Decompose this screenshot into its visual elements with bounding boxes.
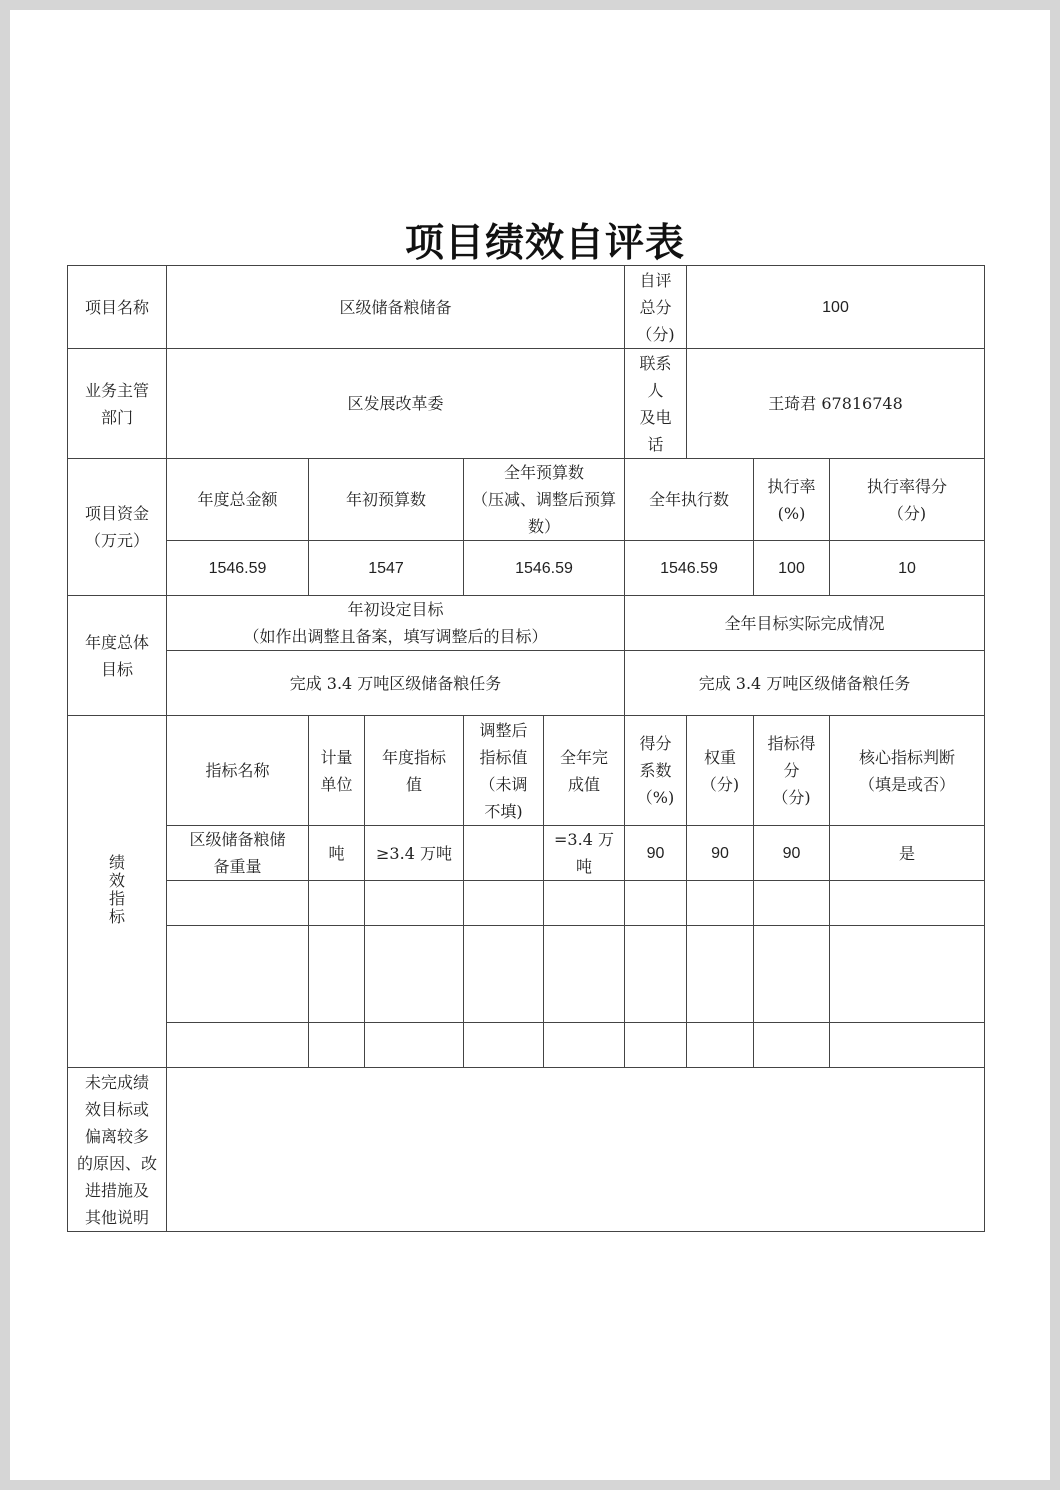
empty-cell (167, 1023, 309, 1068)
indicator-completed: =3.4 万 吨 (544, 826, 625, 881)
empty-cell (464, 881, 544, 926)
indicators-label: 绩效指标 (108, 852, 125, 926)
goals-header-row (68, 596, 985, 651)
indicator-coefficient: 90 (625, 826, 687, 881)
empty-cell (365, 881, 464, 926)
project-name-label: 项目名称 (68, 266, 167, 349)
indicator-header-unit: 计量 单位 (309, 716, 365, 826)
page-title: 项目绩效自评表 (404, 221, 685, 266)
table-row (68, 1023, 985, 1068)
notes-label: 未完成绩 效目标或 偏离较多 的原因、改 进措施及 其他说明 (68, 1068, 167, 1232)
funds-value-row (68, 541, 985, 596)
indicator-unit: 吨 (309, 826, 365, 881)
funds-header-rate-score: 执行率得分 （分) (830, 459, 985, 541)
table-row (68, 881, 985, 926)
empty-cell (544, 1023, 625, 1068)
empty-cell (687, 926, 754, 1023)
empty-cell (544, 881, 625, 926)
self-score-value: 100 (687, 266, 985, 349)
empty-cell (625, 926, 687, 1023)
empty-cell (830, 1023, 985, 1068)
funds-value-full-year-budget: 1546.59 (464, 541, 625, 596)
goals-set-header: 年初设定目标 （如作出调整且备案，填写调整后的目标） (167, 596, 625, 651)
empty-cell (365, 1023, 464, 1068)
empty-cell (754, 1023, 830, 1068)
empty-cell (464, 926, 544, 1023)
indicator-header-name: 指标名称 (167, 716, 309, 826)
funds-header-annual-total: 年度总金额 (167, 459, 309, 541)
empty-cell (687, 881, 754, 926)
empty-cell (464, 1023, 544, 1068)
goals-actual-header: 全年目标实际完成情况 (625, 596, 985, 651)
empty-cell (167, 926, 309, 1023)
funds-header-execution-rate: 执行率 (%) (754, 459, 830, 541)
empty-cell (625, 881, 687, 926)
indicator-header-core: 核心指标判断 （填是或否） (830, 716, 985, 826)
indicator-header-adjusted-target: 调整后 指标值 （未调 不填) (464, 716, 544, 826)
indicator-adjusted-target (464, 826, 544, 881)
indicator-header-weight: 权重 （分) (687, 716, 754, 826)
department-label: 业务主管 部门 (68, 349, 167, 459)
table-row (68, 826, 985, 881)
funds-header-executed: 全年执行数 (625, 459, 754, 541)
notes-row (68, 1068, 985, 1232)
goals-set-value: 完成 3.4 万吨区级储备粮任务 (167, 651, 625, 716)
contact-value: 王琦君 67816748 (687, 349, 985, 459)
empty-cell (687, 1023, 754, 1068)
indicators-header-row (68, 716, 985, 826)
indicator-header-coefficient: 得分 系数 （%) (625, 716, 687, 826)
funds-label: 项目资金 （万元） (68, 459, 167, 596)
indicator-annual-target: ≥3.4 万吨 (365, 826, 464, 881)
funds-value-rate-score: 10 (830, 541, 985, 596)
funds-value-execution-rate: 100 (754, 541, 830, 596)
indicator-name: 区级储备粮储 备重量 (167, 826, 309, 881)
empty-cell (309, 1023, 365, 1068)
empty-cell (754, 881, 830, 926)
empty-cell (625, 1023, 687, 1068)
indicator-header-annual-target: 年度指标 值 (365, 716, 464, 826)
funds-header-initial-budget: 年初预算数 (309, 459, 464, 541)
funds-value-executed: 1546.59 (625, 541, 754, 596)
empty-cell (167, 881, 309, 926)
empty-cell (365, 926, 464, 1023)
department-row (68, 349, 985, 459)
project-row (68, 266, 985, 349)
empty-cell (830, 881, 985, 926)
funds-value-initial-budget: 1547 (309, 541, 464, 596)
goals-value-row (68, 651, 985, 716)
indicator-weight: 90 (687, 826, 754, 881)
empty-cell (754, 926, 830, 1023)
indicator-header-completed: 全年完 成值 (544, 716, 625, 826)
empty-cell (830, 926, 985, 1023)
self-score-label: 自评 总分 （分) (625, 266, 687, 349)
indicator-score: 90 (754, 826, 830, 881)
funds-value-annual-total: 1546.59 (167, 541, 309, 596)
goals-actual-value: 完成 3.4 万吨区级储备粮任务 (625, 651, 985, 716)
evaluation-form-table (67, 265, 985, 1232)
empty-cell (309, 881, 365, 926)
funds-header-row (68, 459, 985, 541)
notes-value (167, 1068, 985, 1232)
indicator-core: 是 (830, 826, 985, 881)
empty-cell (544, 926, 625, 1023)
contact-label: 联系 人 及电 话 (625, 349, 687, 459)
indicator-header-score: 指标得 分 （分) (754, 716, 830, 826)
empty-cell (309, 926, 365, 1023)
funds-header-full-year-budget: 全年预算数 （压减、调整后预算数） (464, 459, 625, 541)
indicators-label-cell (68, 716, 167, 1068)
department-value: 区发展改革委 (167, 349, 625, 459)
table-row (68, 926, 985, 1023)
project-name-value: 区级储备粮储备 (167, 266, 625, 349)
goals-label: 年度总体 目标 (68, 596, 167, 716)
